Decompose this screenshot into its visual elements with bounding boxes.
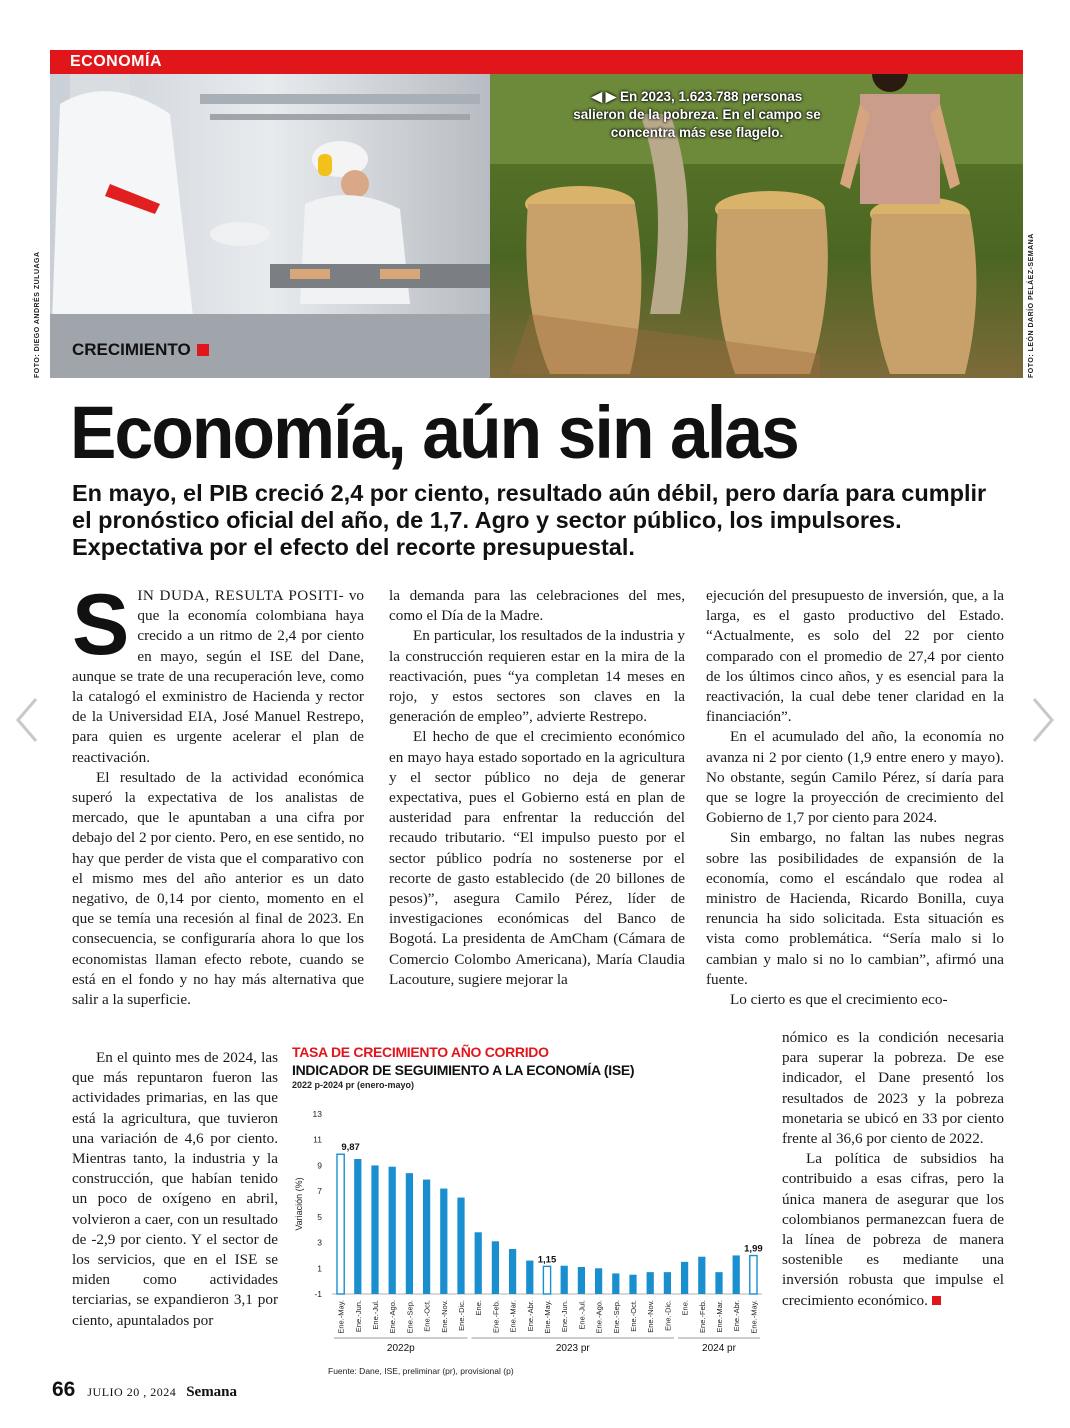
bar (526, 1261, 533, 1294)
x-tick-label: Ene.-Dic. (663, 1300, 673, 1331)
x-tick-label: Ene.-Jul. (371, 1300, 380, 1330)
headline: Economía, aún sin alas (70, 391, 798, 474)
y-tick-label: 7 (317, 1186, 322, 1197)
article-column-3 (706, 586, 1004, 1010)
x-tick-label: Ene.-Jun. (353, 1300, 363, 1333)
hero-photo-illustration (50, 74, 1023, 378)
bar (371, 1165, 378, 1294)
bar (509, 1249, 516, 1294)
x-tick-label: Ene.-Feb. (697, 1300, 707, 1333)
chart-block (292, 1044, 772, 1384)
article-paragraph: En el quinto mes de 2024, las que más repuntaron fueron las actividades primarias, en las que está la agricultura, que tuvieron una variación de 4,6 por ciento. Mientras tanto, la industria y la construcción, que habían tenido un poco de oxígeno en abril, volvieron a caer, con un resultado de -2,9 por ciento. Y el sector de los servicios, que en el ISE se miden como actividades terciarias, se expandieron 3,1 por ciento, apuntalados por (72, 1049, 278, 1329)
y-tick-label: 9 (317, 1160, 322, 1171)
bar (681, 1262, 688, 1294)
chart-note: 2022 p-2024 pr (enero-mayo) (292, 1080, 415, 1090)
group-label: 2022p (386, 1343, 415, 1354)
bar (664, 1272, 671, 1294)
bar (647, 1272, 654, 1294)
chart-source: Fuente: Dane, ISE, preliminar (pr), provisional (p) (328, 1366, 514, 1376)
x-tick-label: Ene.-Abr. (525, 1300, 535, 1332)
kicker-marker (197, 344, 209, 356)
article-paragraph: En el acumulado del año, la economía no avanza ni 2 por ciento (1,9 entre enero y mayo). No obstante, según Camilo Pérez, sí daría para que se logre la proyección de crecimiento del Gobierno de 1,7 por ciento para 2024. (706, 728, 1004, 827)
bar (543, 1266, 550, 1294)
hero-photo (50, 74, 1023, 378)
group-label: 2024 pr (702, 1343, 736, 1354)
photo-credit-right: FOTO: LEÓN DARÍO PELÁEZ-SEMANA (1028, 233, 1035, 378)
article-paragraph: nómico es la condición necesaria para superar la pobreza. De ese indicador, el Dane presentó los resultados de 2023 y la pobreza monetaria se ubicó en 33 por ciento frente al 36,6 por ciento de 2022. (782, 1029, 1004, 1148)
article-paragraph: El resultado de la actividad económica superó la expectativa de los analistas de mercado, que le apuntaban a una cifra por debajo del 2 por ciento. Pero, en ese sentido, no hay que perder de vista que el comparativo con el mismo mes del año anterior es un dato negativo, de 0,14 por ciento, momento en el que se temía una recesión al final de 2023. En consecuencia, se configuraría ahora lo que los economistas llaman efecto rebote, cuando se está en el fondo y no hay más alternativa que salir a la superficie. (72, 768, 364, 1009)
bar (715, 1272, 722, 1294)
bar (475, 1232, 482, 1294)
article-paragraph: Sin embargo, no faltan las nubes negras sobre las posibilidades de expansión de la economía, como el escándalo que rodea al ministro de Hacienda, Ricardo Bonilla, cuya renuncia ha sido solicitada. Esta situación es vista como problemática. “Sería malo si lo cambian y malo si no lo cambian”, afirmó una fuente. (706, 829, 1004, 988)
bar (750, 1256, 757, 1294)
bar (440, 1189, 447, 1294)
paragraph-text: La política de subsidios ha contribuido a esas cifras, pero la única manera de asegurar que los colombianos permanezcan fuera de la línea de pobreza de manera sostenible es mediante una inversión robusta que impulse el crecimiento económico. (782, 1150, 1004, 1309)
deck: En mayo, el PIB creció 2,4 por ciento, resultado aún débil, pero daría para cumplir el pronóstico oficial del año, de 1,7. Agro y sector público, los impulsores. Expectativa por el efecto del recorte presupuestal. (72, 480, 987, 560)
x-tick-label: Ene.-Sep. (405, 1300, 415, 1334)
y-tick-label: 5 (317, 1211, 322, 1222)
x-tick-label: Ene.-Feb. (491, 1300, 501, 1333)
bar-chart (292, 1106, 772, 1376)
x-tick-label: Ene.-May. (543, 1300, 552, 1334)
x-tick-label: Ene.-May. (749, 1300, 759, 1334)
x-tick-label: Ene. (680, 1300, 690, 1316)
lead-caps: IN DUDA, RESULTA POSITI- (137, 587, 345, 604)
article-paragraph: El hecho de que el crecimiento económico en mayo haya estado soportado en la agricultura y el sector público no deja de generar expectativa, pues el Gobierno está en plan de austeridad para enfrentar la reducción del recaudo tributario. “El impulso puesto por el sector público podría no sostenerse por el recorte de gasto establecido (de 20 billones de pesos)”, asegura Camilo Pérez, líder de investigaciones económicas del Banco de Bogotá. La presidenta de AmCham (Cámara de Comercio Colombo Americana), María Claudia Lacouture, sugiere mejorar la (389, 728, 685, 988)
article-column-1 (72, 577, 364, 1010)
bar (629, 1275, 636, 1294)
bar (612, 1273, 619, 1294)
page-footer (52, 1378, 237, 1402)
x-tick-label: Ene.-Sep. (611, 1300, 621, 1334)
kicker (72, 340, 209, 360)
bar (733, 1255, 740, 1294)
data-label: 1,15 (537, 1254, 557, 1266)
kicker-text: CRECIMIENTO (72, 340, 191, 359)
bar (423, 1180, 430, 1294)
x-tick-label: Ene.-Oct. (629, 1300, 638, 1332)
article-paragraph: En particular, los resultados de la industria y la construcción requieren estar en la mira de la reactivación, pues “ya completan 14 meses en rojo, y estos sectores son claves en la generación de empleo”, advierte Restrepo. (389, 627, 685, 726)
article-column-1-lower (72, 1048, 278, 1331)
drop-cap: S (72, 577, 130, 673)
bar (337, 1154, 344, 1294)
x-tick-label: Ene.-Mar. (715, 1300, 724, 1333)
x-tick-label: Ene.-Dic. (457, 1300, 466, 1331)
bar (492, 1241, 499, 1294)
x-tick-label: Ene.-Ago. (594, 1300, 604, 1334)
article-column-2 (389, 586, 685, 990)
article-paragraph (782, 1149, 1004, 1311)
x-tick-label: Ene.-Nov. (439, 1300, 449, 1333)
article-paragraph: la demanda para las celebraciones del mes, como el Día de la Madre. (389, 587, 685, 625)
section-label: ECONOMÍA (50, 50, 1023, 74)
article-paragraph: ejecución del presupuesto de inversión, que, a la larga, es el gasto productivo del Estado. “Actualmente, es solo del 22 por ciento comparado con el promedio de 27,4 por ciento de los últimos cinco años, y es esencial para la reactivación, la cual debe tener claridad en la financiación”. (706, 587, 1004, 726)
bar (457, 1198, 464, 1294)
bar (354, 1159, 361, 1294)
magazine-name: Semana (186, 1384, 238, 1400)
chart-title: TASA DE CRECIMIENTO AÑO CORRIDO (292, 1044, 549, 1060)
x-tick-label: Ene.-Jul. (577, 1300, 587, 1330)
y-tick-label: 3 (317, 1237, 322, 1248)
x-tick-label: Ene.-Oct. (422, 1300, 432, 1332)
x-tick-label: Ene.-Abr. (732, 1300, 742, 1332)
article-column-3-lower (782, 1028, 1004, 1311)
x-tick-label: Ene.-Mar. (508, 1300, 518, 1333)
bar (406, 1173, 413, 1294)
x-tick-label: Ene.-Ago. (388, 1300, 398, 1334)
bar (389, 1167, 396, 1294)
paragraph-text: vo que la economía colombiana haya crecido a un ritmo de 2,4 por ciento en mayo, según el ISE del Dane, aunque se trate de una recuperación leve, como la catalogó el exministro de Hacienda y rector de la Universidad EIA, José Manuel Restrepo, para quien es urgente acelerar el plan de reactivación. (72, 587, 364, 766)
article-paragraph (72, 577, 364, 768)
bar (595, 1268, 602, 1294)
y-tick-label: -1 (314, 1289, 322, 1299)
next-page-arrow-icon[interactable] (1028, 695, 1058, 745)
y-tick-label: 11 (313, 1134, 322, 1145)
x-tick-label: Ene.-Jun. (560, 1300, 570, 1333)
photo-caption: ◀ ▶ En 2023, 1.623.788 personas salieron de la pobreza. En el campo se concentra más ese flagelo. (573, 89, 821, 140)
data-label: 9,87 (341, 1142, 360, 1154)
y-tick-label: 13 (312, 1109, 322, 1119)
x-tick-label: Ene. (474, 1300, 484, 1316)
previous-page-arrow-icon[interactable] (12, 695, 42, 745)
group-label: 2023 pr (555, 1343, 590, 1354)
photo-credit-left: FOTO: DIEGO ANDRÉS ZULUAGA (34, 251, 41, 378)
bar (698, 1257, 705, 1294)
bar (578, 1267, 585, 1294)
bar (561, 1266, 568, 1294)
y-axis-label: Variación (%) (294, 1177, 304, 1231)
x-tick-label: Ene.-May. (336, 1300, 346, 1334)
chart-subtitle: INDICADOR DE SEGUIMIENTO A LA ECONOMÍA (ISE) (292, 1062, 635, 1078)
end-mark (932, 1296, 941, 1305)
issue-date: JULIO 20 , 2024 (87, 1385, 177, 1399)
page-number: 66 (52, 1378, 76, 1401)
article-paragraph: Lo cierto es que el crecimiento eco- (730, 991, 948, 1009)
data-label: 1,99 (744, 1243, 763, 1255)
y-tick-label: 1 (317, 1263, 322, 1274)
x-tick-label: Ene.-Nov. (646, 1300, 656, 1333)
